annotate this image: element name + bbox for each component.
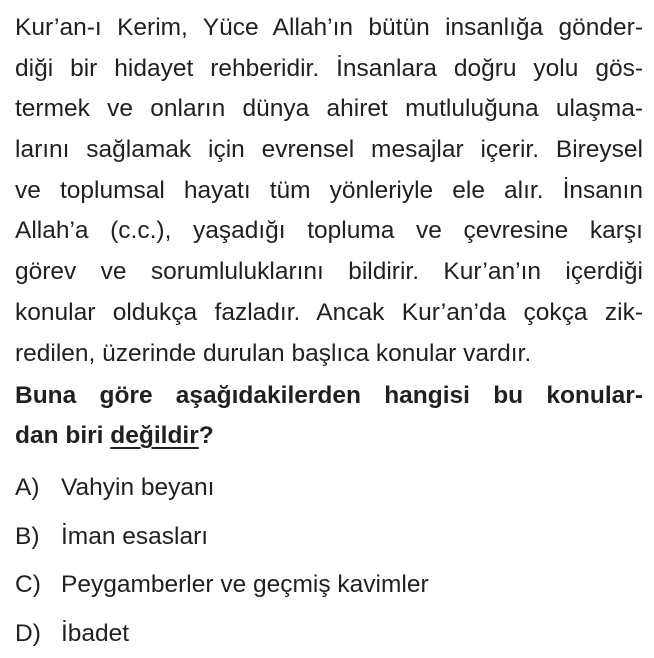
option-text: Peygamberler ve geçmiş kavimler xyxy=(61,571,429,599)
answer-options xyxy=(15,464,643,658)
option-a[interactable] xyxy=(15,464,643,513)
passage-line: termek ve onların dünya ahiret mutluluğuna ulaşma- xyxy=(15,89,643,130)
passage-line: Allah’a (c.c.), yaşadığı topluma ve çevresine karşı xyxy=(15,211,643,252)
passage-line: redilen, üzerinde durulan başlıca konular vardır. xyxy=(15,334,643,375)
option-letter: B) xyxy=(15,523,61,551)
option-c[interactable] xyxy=(15,561,643,610)
passage-line: diği bir hidayet rehberidir. İnsanlara doğru yolu gös- xyxy=(15,49,643,90)
question-mark: ? xyxy=(199,422,214,449)
option-letter: A) xyxy=(15,474,61,502)
option-letter: C) xyxy=(15,571,61,599)
passage-text xyxy=(15,8,643,374)
option-letter: D) xyxy=(15,620,61,648)
option-b[interactable] xyxy=(15,513,643,562)
question-line: Buna göre aşağıdakilerden hangisi bu konular- xyxy=(15,376,643,416)
question-stem xyxy=(15,376,643,456)
question-negation-underlined: değildir xyxy=(110,422,198,449)
option-text: Vahyin beyanı xyxy=(61,474,214,502)
passage-line: Kur’an-ı Kerim, Yüce Allah’ın bütün insanlığa gönder- xyxy=(15,8,643,49)
question-prefix: dan biri xyxy=(15,422,110,449)
question-line xyxy=(15,416,643,456)
option-text: İbadet xyxy=(61,620,129,648)
passage-line: görev ve sorumluluklarını bildirir. Kur’an’ın içerdiği xyxy=(15,252,643,293)
passage-line: ve toplumsal hayatı tüm yönleriyle ele alır. İnsanın xyxy=(15,171,643,212)
option-text: İman esasları xyxy=(61,523,208,551)
passage-line: larını sağlamak için evrensel mesajlar içerir. Bireysel xyxy=(15,130,643,171)
passage-line: konular oldukça fazladır. Ancak Kur’an’da çokça zik- xyxy=(15,293,643,334)
